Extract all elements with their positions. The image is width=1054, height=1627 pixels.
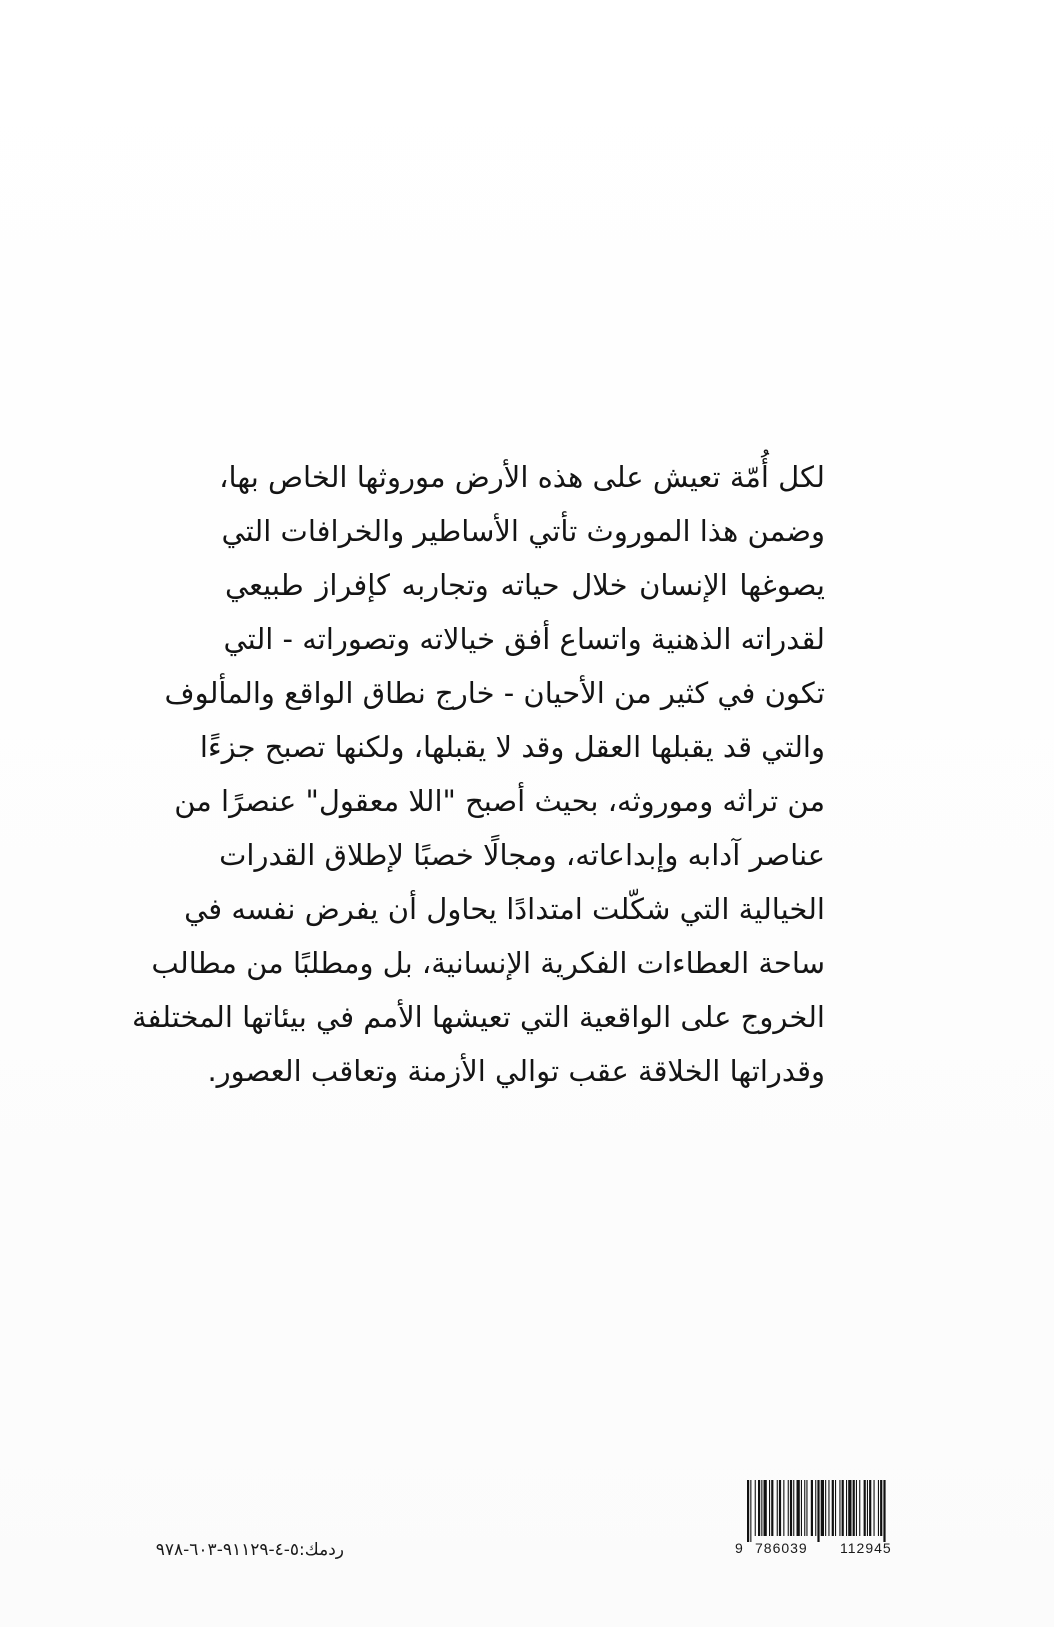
barcode-bar [771, 1480, 773, 1536]
barcode-bar [869, 1480, 871, 1536]
blurb-line: الخروج على الواقعية التي تعيشها الأمم في بيئاتها المختلفة [131, 1000, 825, 1034]
barcode-bar [804, 1480, 805, 1536]
barcode-bar [859, 1480, 860, 1536]
barcode-bar [878, 1480, 879, 1536]
isbn-barcode [735, 1480, 915, 1560]
barcode-bar [848, 1480, 851, 1536]
blurb-line: عناصر آدابه وإبداعاته، ومجالًا خصبًا لإطلاق القدرات [219, 838, 825, 872]
barcode-bar [761, 1480, 762, 1536]
barcode-bar [842, 1480, 844, 1536]
blurb-line: وقدراتها الخلاقة عقب توالي الأزمنة وتعاقب العصور. [207, 1054, 825, 1088]
barcode-bar [755, 1480, 756, 1536]
blurb-line: لكل أُمّة تعيش على هذه الأرض موروثها الخاص بها، [219, 460, 825, 494]
barcode-bar [839, 1480, 840, 1536]
barcode-bar [817, 1480, 819, 1542]
blurb-line: تكون في كثير من الأحيان - خارج نطاق الواقع والمألوف [164, 676, 825, 710]
blurb-text-block [131, 450, 825, 1098]
barcode-bar [864, 1480, 866, 1536]
blurb-line: ساحة العطاءات الفكرية الإنسانية، بل ومطلبًا من مطالب [151, 946, 825, 980]
barcode-bar [835, 1480, 836, 1536]
barcode-bar [783, 1480, 784, 1536]
barcode-bar [779, 1480, 781, 1536]
barcode-bars [735, 1480, 915, 1542]
blurb-line: من تراثه وموروثه، بحيث أصبح "اللا معقول" عنصرًا من [174, 784, 825, 818]
barcode-bar [764, 1480, 767, 1536]
barcode-bar [801, 1480, 802, 1536]
barcode-bar [750, 1480, 751, 1542]
blurb-line: يصوغها الإنسان خلال حياته وتجاربه كإفراز طبيعي [225, 568, 825, 602]
barcode-bar [883, 1480, 885, 1542]
barcode-bar [853, 1480, 855, 1536]
barcode-bar [828, 1480, 829, 1536]
blurb-line: وضمن هذا الموروث تأتي الأساطير والخرافات التي [221, 514, 825, 548]
barcode-bar [846, 1480, 847, 1536]
barcode-bar [797, 1480, 800, 1536]
barcode-bar [815, 1480, 816, 1536]
barcode-bar [874, 1480, 875, 1536]
barcode-bar [788, 1480, 789, 1536]
barcode-right-digits: 112945 [840, 1540, 892, 1556]
isbn-label: ردمك:٥-٤-٩١١٢٩-٦٠٣-٩٧٨ [155, 1540, 344, 1560]
barcode-bar [793, 1480, 794, 1536]
blurb-line: لقدراته الذهنية واتساع أفق خيالاته وتصوراته - التي [223, 622, 825, 656]
barcode-bar [790, 1480, 792, 1536]
blurb-line: الخيالية التي شكّلت امتدادًا يحاول أن يفرض نفسه في [184, 892, 825, 926]
barcode-bar [867, 1480, 868, 1536]
barcode-bar [747, 1480, 749, 1542]
blurb-line: والتي قد يقبلها العقل وقد لا يقبلها، ولكنها تصبح جزءًا [199, 730, 825, 764]
barcode-bar [880, 1480, 882, 1536]
barcode-bar [832, 1480, 834, 1536]
barcode-bar [806, 1480, 807, 1536]
barcode-lead-digit: 9 [735, 1540, 743, 1556]
barcode-bar [769, 1480, 770, 1536]
barcode-bar [811, 1480, 813, 1536]
barcode-bar [825, 1480, 826, 1536]
barcode-bar [758, 1480, 760, 1536]
barcode-bar [777, 1480, 778, 1536]
barcode-bar [856, 1480, 857, 1536]
barcode-left-digits: 786039 [755, 1540, 808, 1556]
barcode-bar [821, 1480, 824, 1536]
